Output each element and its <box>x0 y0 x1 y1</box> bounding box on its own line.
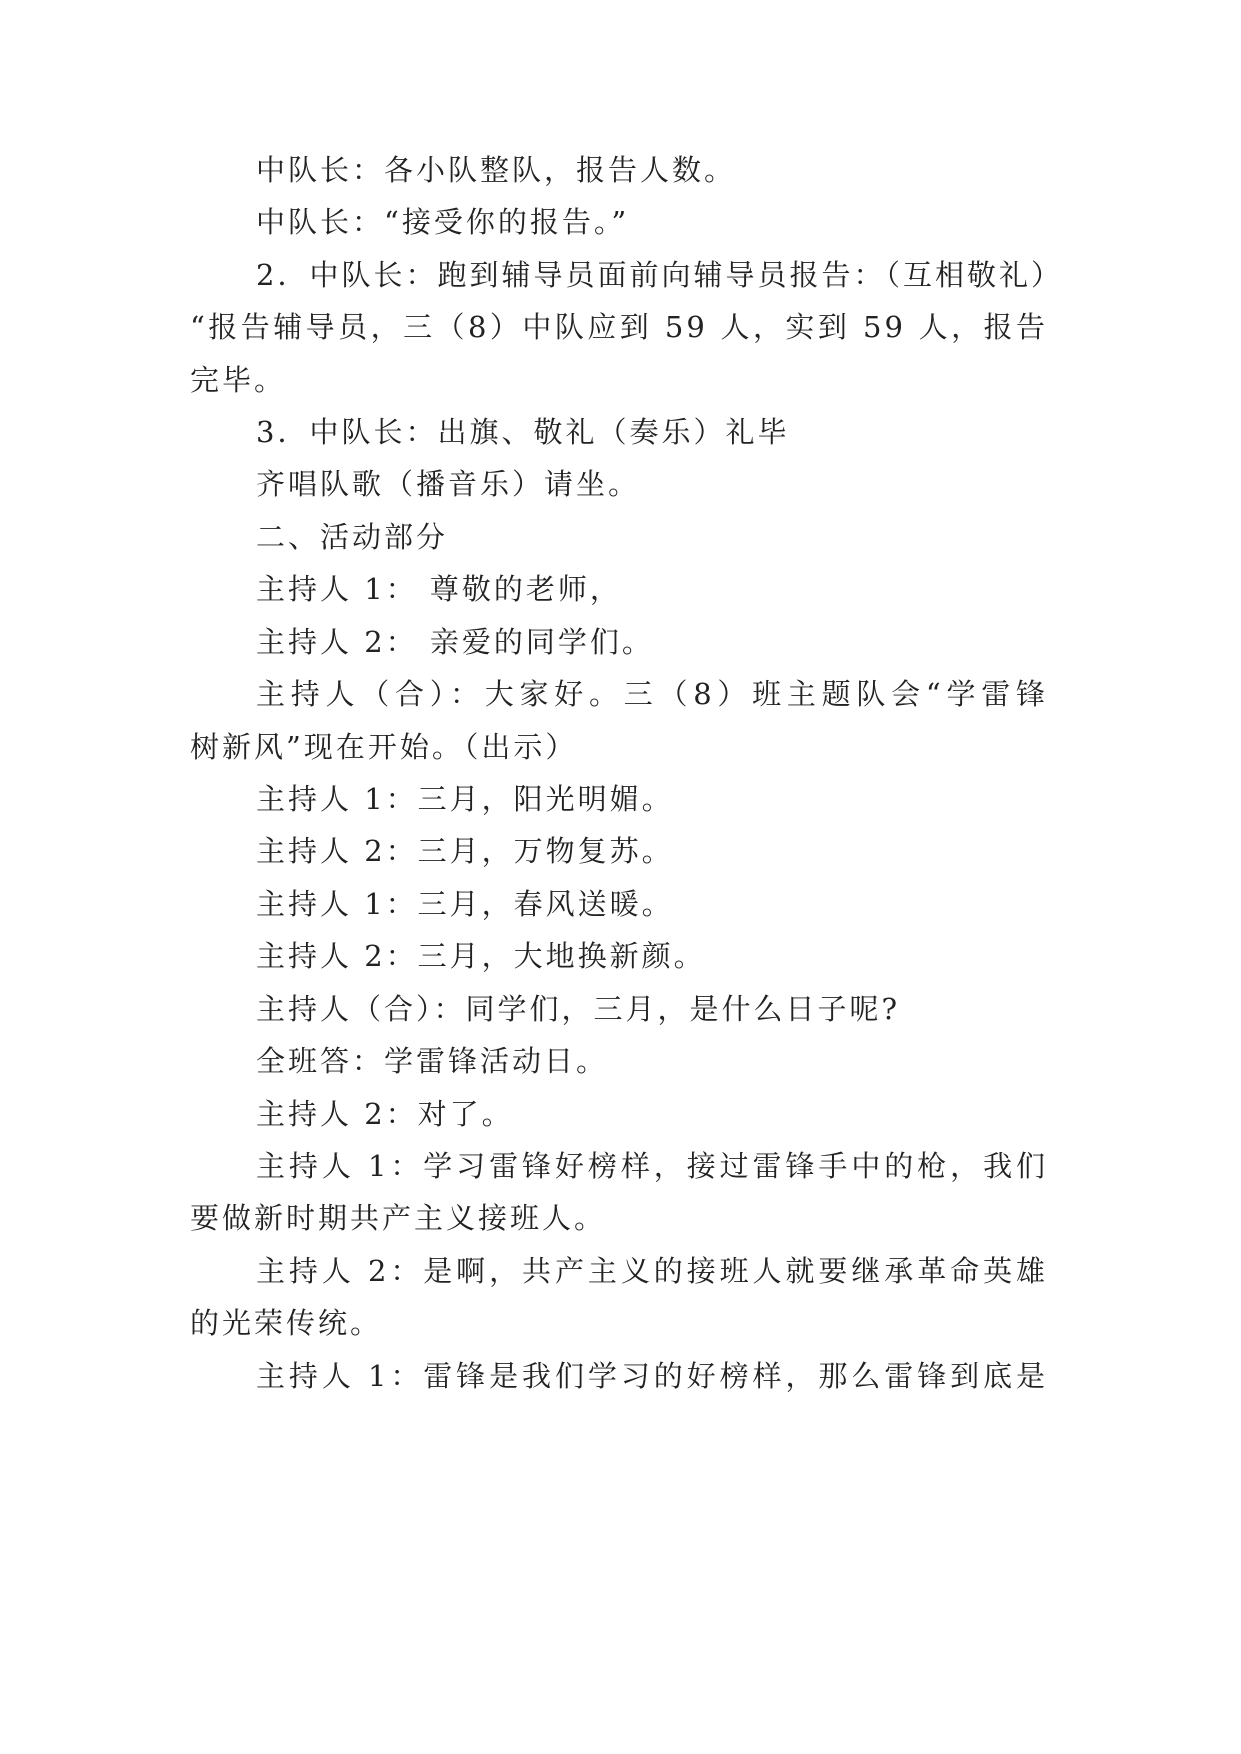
text-line: 主持人 2： 亲爱的同学们。 <box>256 625 654 659</box>
text-line: 主持人（合）：同学们，三月，是什么日子呢? <box>256 992 901 1026</box>
section-heading: 二、活动部分 <box>256 520 449 554</box>
text-line: 主持人 2：是啊，共产主义的接班人就要继承革命英雄 <box>256 1254 1048 1288</box>
text-line: 主持人 1： 尊敬的老师， <box>256 572 622 606</box>
text-line: 主持人 2：三月，大地换新颜。 <box>256 939 706 973</box>
text-line: 的光荣传统。 <box>190 1306 383 1340</box>
text-line: 2．中队长：跑到辅导员面前向辅导员报告：（互相敬礼） <box>256 258 1063 292</box>
text-line: 中队长：“接受你的报告。” <box>256 205 630 239</box>
text-line: 3．中队长：出旗、敬礼（奏乐）礼毕 <box>256 415 790 449</box>
text-line: 主持人 1：三月，阳光明媚。 <box>256 782 674 816</box>
text-line: 主持人 2：对了。 <box>256 1097 514 1131</box>
text-line: 主持人（合）：大家好。三（8）班主题队会“学雷锋 <box>256 677 1048 711</box>
text-line: 树新风”现在开始。（出示） <box>190 730 578 764</box>
text-line: 主持人 1：学习雷锋好榜样，接过雷锋手中的枪，我们 <box>256 1149 1048 1183</box>
text-line: 主持人 1：雷锋是我们学习的好榜样，那么雷锋到底是 <box>256 1359 1048 1393</box>
text-line: 要做新时期共产主义接班人。 <box>190 1201 607 1235</box>
text-line: “报告辅导员，三（8）中队应到 59 人，实到 59 人，报告 <box>190 310 1048 344</box>
text-line: 主持人 2：三月，万物复苏。 <box>256 834 674 868</box>
text-line: 完毕。 <box>190 363 287 397</box>
text-line: 全班答：学雷锋活动日。 <box>256 1044 609 1078</box>
text-line: 齐唱队歌（播音乐）请坐。 <box>256 467 641 501</box>
text-line: 中队长：各小队整队，报告人数。 <box>256 153 737 187</box>
text-line: 主持人 1：三月，春风送暖。 <box>256 887 674 921</box>
